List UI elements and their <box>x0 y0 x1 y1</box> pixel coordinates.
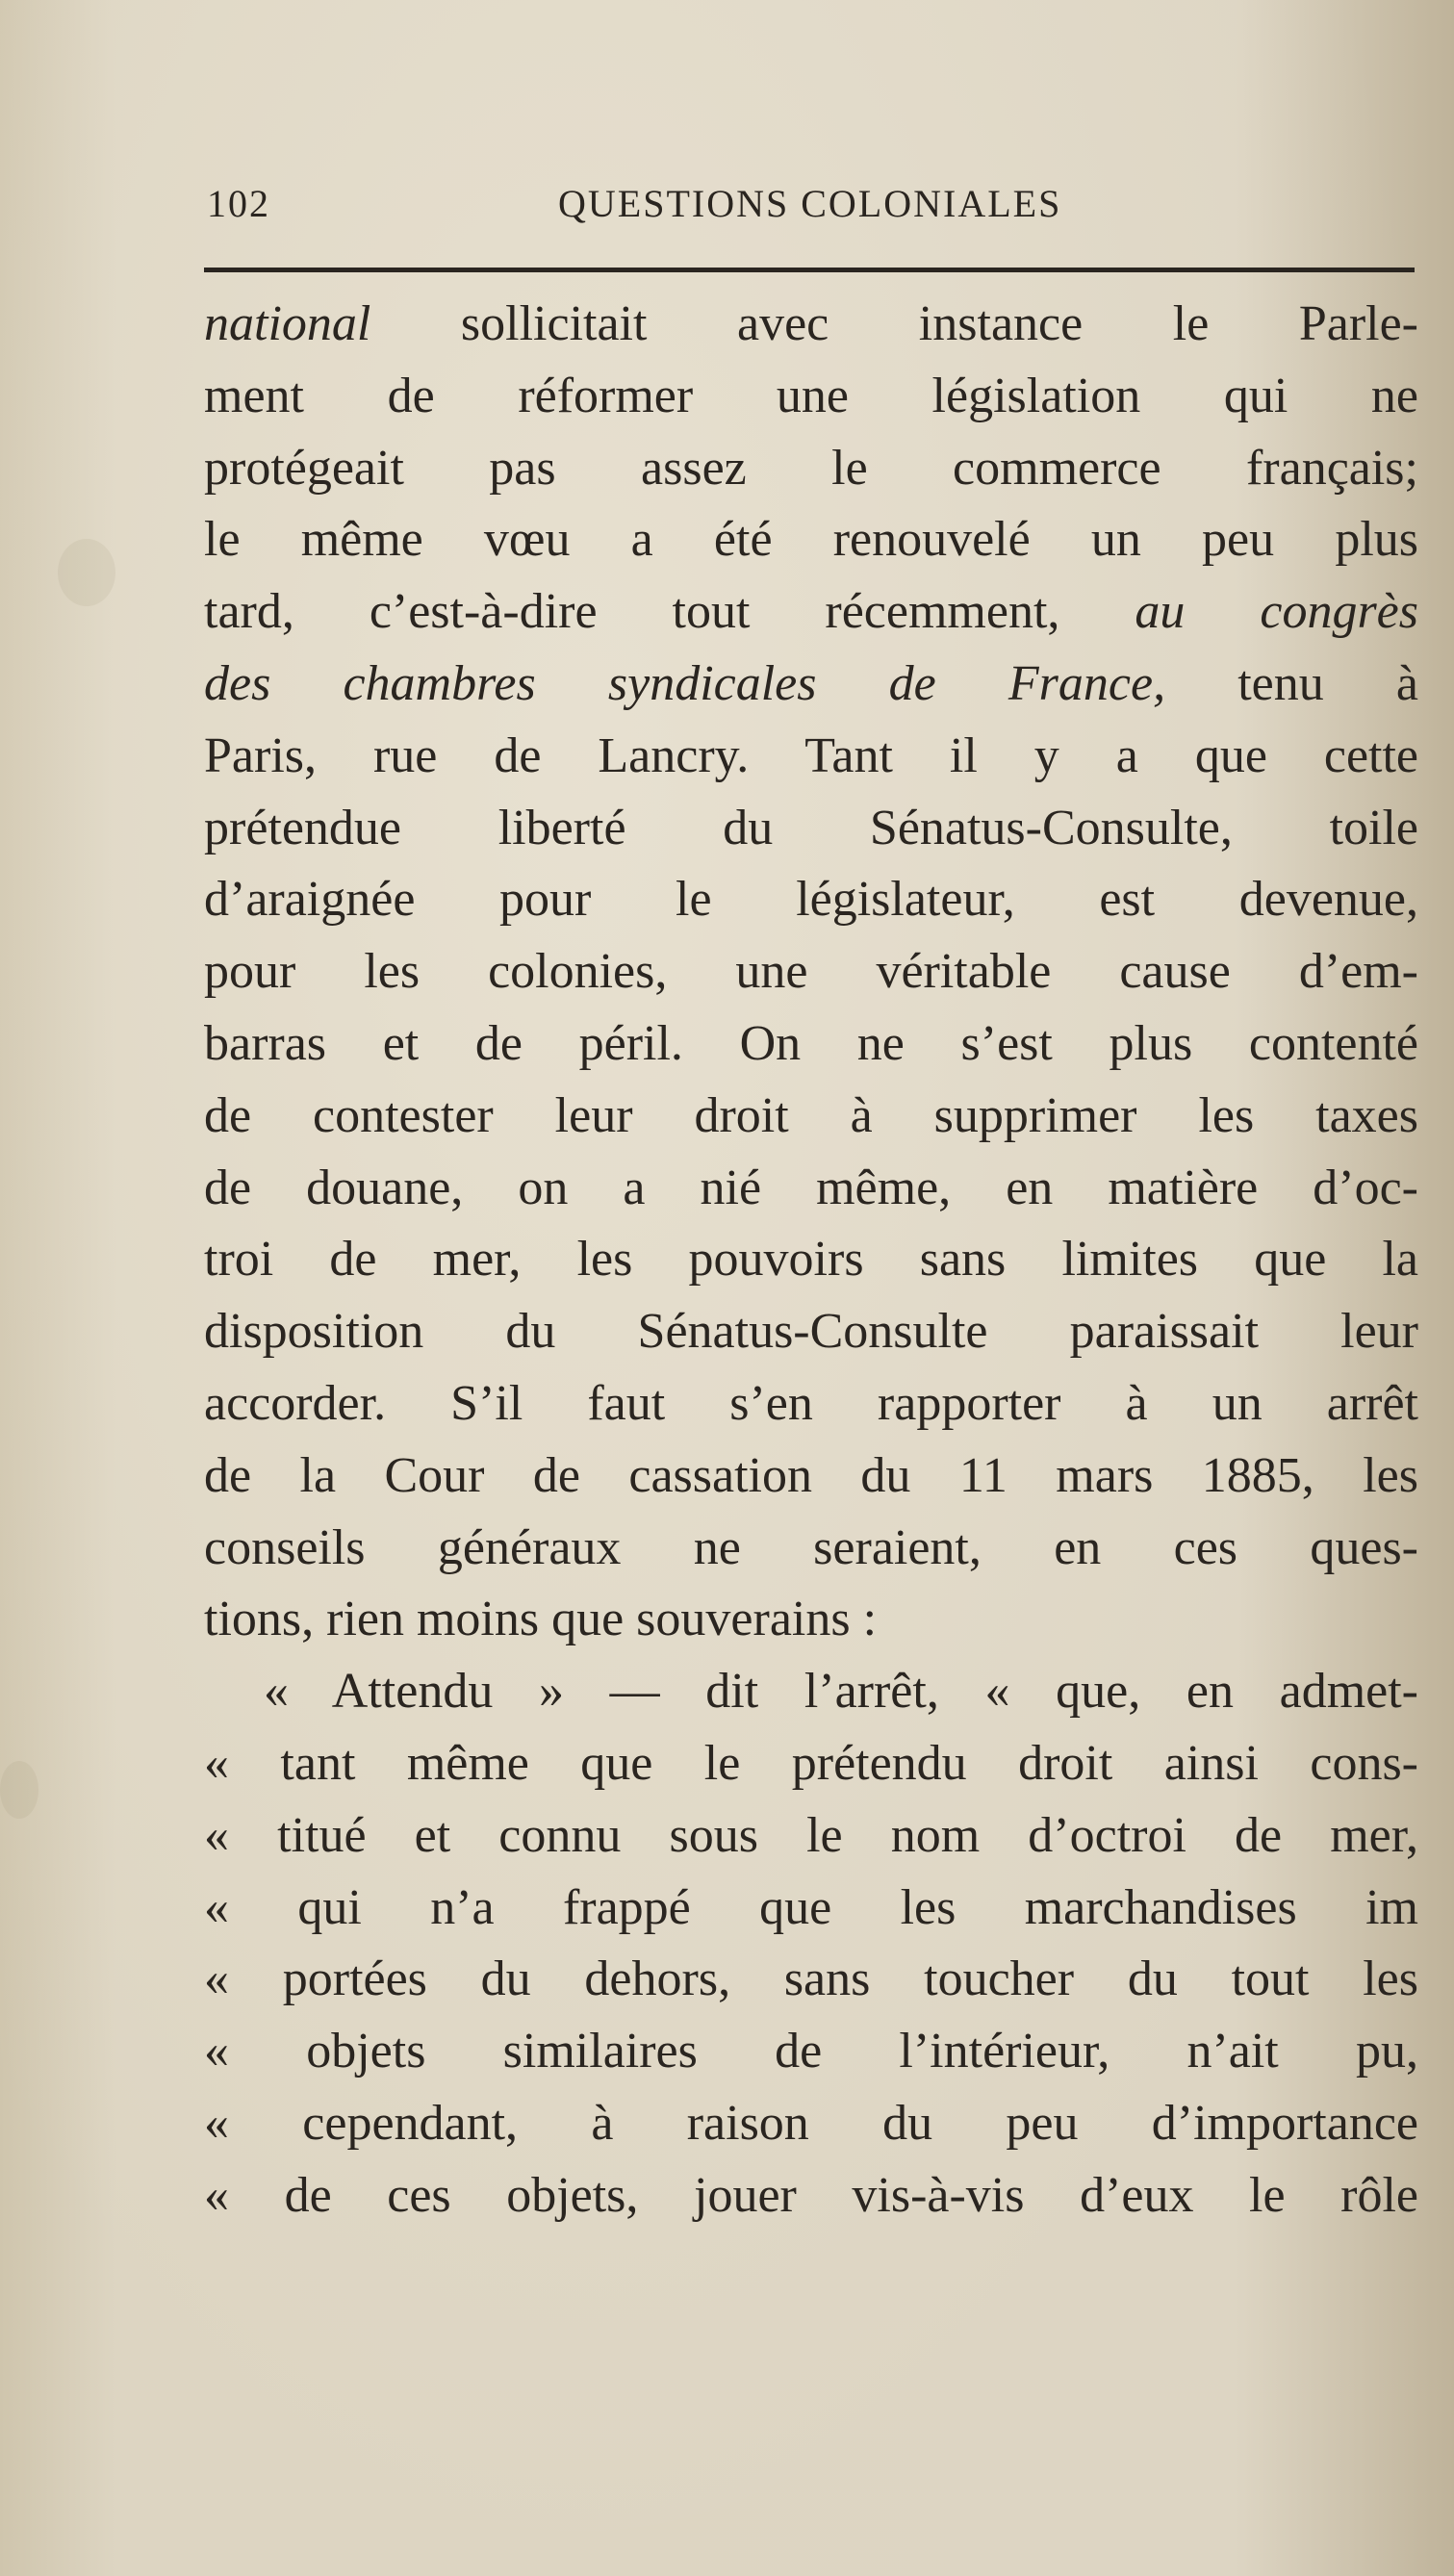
text-line <box>204 1873 1418 1945</box>
text-run: de la Cour de cassation du 11 mars 1885, les <box>204 1447 1418 1503</box>
text-line <box>204 1441 1418 1513</box>
text-run: troi de mer, les pouvoirs sans limites que la <box>204 1232 1418 1288</box>
text-run: de douane, on a nié même, en matière d’oc- <box>204 1160 1418 1215</box>
paper-stain <box>0 1761 38 1819</box>
text-run: « portées du dehors, sans toucher du tout les <box>204 1951 1418 2007</box>
text-line <box>204 793 1418 865</box>
text-run: accorder. S’il faut s’en rapporter à un arrêt <box>204 1375 1418 1431</box>
text-line <box>204 2160 1418 2232</box>
text-run: « tant même que le prétendu droit ainsi cons- <box>204 1735 1418 1791</box>
text-line <box>204 1800 1418 1873</box>
text-run: disposition du Sénatus-Consulte paraissait leur <box>204 1304 1418 1360</box>
text-run: pour les colonies, une véritable cause d’em- <box>204 944 1418 1000</box>
italic-text: des chambres syndicales de France, <box>204 655 1166 711</box>
text-run: prétendue liberté du Sénatus-Consulte, toile <box>204 800 1418 855</box>
text-run: « titué et connu sous le nom d’octroi de mer, <box>204 1807 1418 1863</box>
text-line <box>204 2088 1418 2160</box>
text-line <box>204 1153 1418 1225</box>
body-text <box>204 289 1418 2232</box>
text-run: barras et de péril. On ne s’est plus contenté <box>204 1015 1418 1071</box>
text-run: conseils généraux ne seraient, en ces ques- <box>204 1519 1418 1575</box>
text-run: « Attendu » — dit l’arrêt, « que, en admet- <box>264 1664 1418 1720</box>
text-line <box>204 1081 1418 1153</box>
text-run: tions, rien moins que souverains : <box>204 1592 878 1647</box>
text-line <box>204 721 1418 793</box>
text-line <box>204 864 1418 936</box>
paper-stain <box>58 539 115 606</box>
text-line <box>204 433 1418 505</box>
text-run: d’araignée pour le législateur, est devenue, <box>204 872 1418 928</box>
text-line <box>204 504 1418 576</box>
text-run: sollicitait avec instance le Parle- <box>370 296 1418 351</box>
text-line <box>204 1296 1418 1368</box>
text-line <box>204 1224 1418 1296</box>
page-header <box>197 173 1415 231</box>
text-run: « objets similaires de l’intérieur, n’ait pu, <box>204 2024 1418 2079</box>
italic-text: national <box>204 296 371 351</box>
text-run: « qui n’a frappé que les marchandises im <box>204 1879 1418 1935</box>
text-line <box>204 2016 1418 2088</box>
running-title: QUESTIONS COLONIALES <box>558 182 1062 225</box>
text-line <box>204 1656 1418 1728</box>
text-run: de contester leur droit à supprimer les taxes <box>204 1087 1418 1143</box>
header-rule <box>204 268 1415 272</box>
text-line <box>204 1728 1418 1800</box>
text-run: ment de réformer une législation qui ne <box>204 368 1418 423</box>
text-run: « de ces objets, jouer vis-à-vis d’eux le rôle <box>204 2167 1418 2223</box>
text-run: Paris, rue de Lancry. Tant il y a que cette <box>204 727 1418 783</box>
text-run: tard, c’est-à-dire tout récemment, <box>204 584 1135 640</box>
text-line <box>204 361 1418 433</box>
text-run: le même vœu a été renouvelé un peu plus <box>204 512 1418 568</box>
text-line <box>204 649 1418 721</box>
text-line <box>204 1944 1418 2016</box>
text-line <box>204 1584 1418 1656</box>
text-run: tenu à <box>1165 655 1419 711</box>
italic-text: au congrès <box>1135 584 1418 640</box>
text-line <box>204 289 1418 361</box>
text-run: protégeait pas assez le commerce français; <box>204 440 1418 496</box>
text-line <box>204 1513 1418 1585</box>
text-line <box>204 1008 1418 1081</box>
page-number: 102 <box>207 182 270 225</box>
text-run: « cependant, à raison du peu d’importance <box>204 2095 1418 2151</box>
text-line <box>204 936 1418 1008</box>
text-line <box>204 1368 1418 1441</box>
text-line <box>204 576 1418 649</box>
